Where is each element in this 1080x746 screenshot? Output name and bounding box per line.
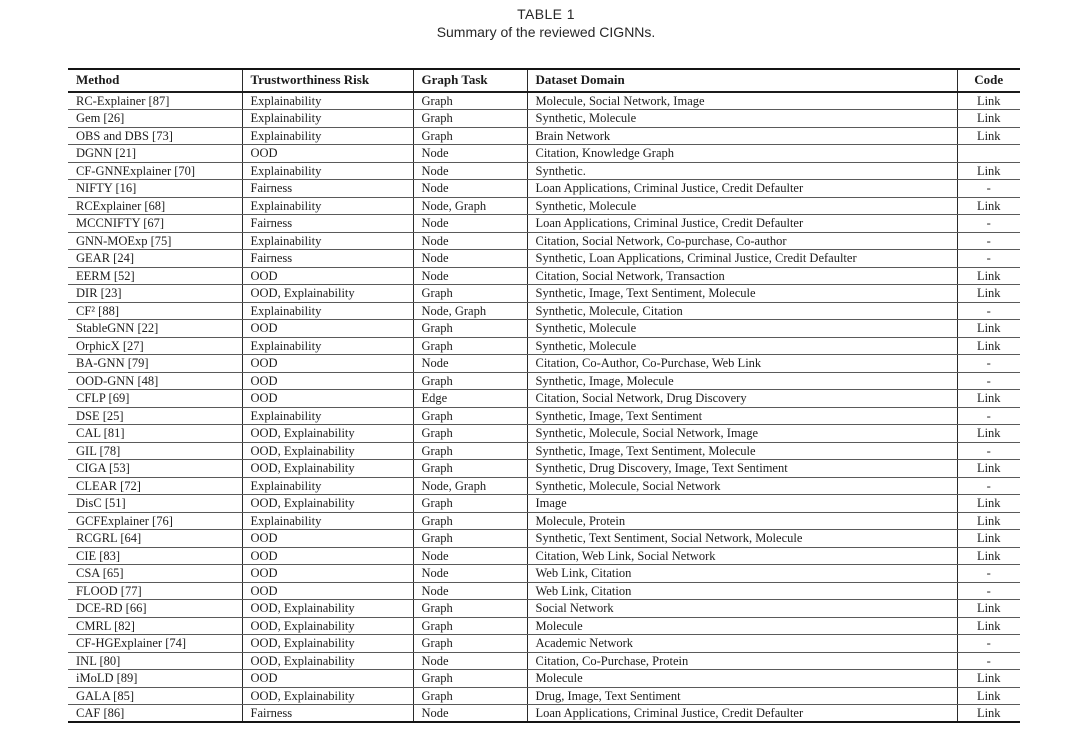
task-cell: Edge [413,390,527,408]
table-row [68,407,1020,425]
task-cell: Node [413,232,527,250]
code-cell: - [957,215,1020,233]
risk-cell: OOD [242,320,413,338]
code-link[interactable]: Link [976,531,1001,546]
code-cell [957,687,1020,705]
code-cell: - [957,302,1020,320]
table-row [68,495,1020,513]
code-link[interactable]: Link [976,513,1001,528]
table-row [68,670,1020,688]
risk-cell: OOD, Explainability [242,495,413,513]
task-cell: Node, Graph [413,302,527,320]
task-cell: Graph [413,687,527,705]
method-cell: GIL [78] [68,442,242,460]
risk-cell: OOD [242,565,413,583]
task-cell: Node [413,267,527,285]
domain-cell: Citation, Co-Author, Co-Purchase, Web Link [527,355,957,373]
table-row [68,687,1020,705]
code-cell [957,320,1020,338]
code-cell [957,495,1020,513]
risk-cell: OOD [242,390,413,408]
table-row [68,302,1020,320]
table-row [68,267,1020,285]
risk-cell: Explainability [242,477,413,495]
task-cell: Graph [413,110,527,128]
domain-cell: Synthetic, Molecule, Social Network, Image [527,425,957,443]
table-header [68,69,1020,92]
code-link[interactable]: Link [976,426,1001,441]
table-row [68,92,1020,110]
table-body [68,92,1020,722]
method-cell: OOD-GNN [48] [68,372,242,390]
risk-cell: Explainability [242,232,413,250]
code-cell [957,600,1020,618]
table-row [68,110,1020,128]
domain-cell: Loan Applications, Criminal Justice, Credit Defaulter [527,180,957,198]
code-cell [957,267,1020,285]
domain-cell: Synthetic, Molecule [527,320,957,338]
code-cell [957,92,1020,110]
table-row [68,600,1020,618]
table-row [68,337,1020,355]
risk-cell: Explainability [242,197,413,215]
risk-cell: OOD, Explainability [242,285,413,303]
method-cell: RCGRL [64] [68,530,242,548]
domain-cell: Drug, Image, Text Sentiment [527,687,957,705]
method-cell: MCCNIFTY [67] [68,215,242,233]
task-cell: Node [413,250,527,268]
risk-cell: Explainability [242,127,413,145]
method-cell: EERM [52] [68,267,242,285]
code-link[interactable]: Link [976,321,1001,336]
domain-cell: Loan Applications, Criminal Justice, Credit Defaulter [527,215,957,233]
table-row [68,705,1020,723]
method-cell: CMRL [82] [68,617,242,635]
method-cell: CIGA [53] [68,460,242,478]
domain-cell: Synthetic, Molecule [527,197,957,215]
code-cell [957,670,1020,688]
risk-cell: OOD [242,372,413,390]
code-link[interactable]: Link [976,198,1001,213]
table-row [68,162,1020,180]
domain-cell: Synthetic, Molecule, Social Network [527,477,957,495]
domain-cell: Synthetic, Image, Text Sentiment, Molecule [527,442,957,460]
table-row [68,250,1020,268]
code-cell: - [957,477,1020,495]
risk-cell: Fairness [242,705,413,723]
risk-cell: OOD [242,670,413,688]
risk-cell: Fairness [242,180,413,198]
table-row [68,652,1020,670]
method-cell: CLEAR [72] [68,477,242,495]
task-cell: Node, Graph [413,477,527,495]
task-cell: Graph [413,635,527,653]
code-link[interactable]: Link [976,94,1001,108]
table-row [68,460,1020,478]
table-row [68,180,1020,198]
code-cell: - [957,407,1020,425]
domain-cell: Citation, Web Link, Social Network [527,547,957,565]
risk-cell: Explainability [242,512,413,530]
code-cell [957,127,1020,145]
method-cell: DSE [25] [68,407,242,425]
task-cell: Graph [413,530,527,548]
code-cell: - [957,355,1020,373]
risk-cell: OOD, Explainability [242,635,413,653]
table-row [68,372,1020,390]
code-link[interactable]: Link [976,548,1001,563]
method-cell: RCExplainer [68] [68,197,242,215]
code-link[interactable]: Link [976,338,1001,353]
column-header-method: Method [68,69,242,92]
code-link[interactable]: Link [976,268,1001,283]
domain-cell: Citation, Social Network, Co-purchase, Co-author [527,232,957,250]
domain-cell: Social Network [527,600,957,618]
method-cell: iMoLD [89] [68,670,242,688]
task-cell: Graph [413,320,527,338]
method-cell: OBS and DBS [73] [68,127,242,145]
code-cell: - [957,565,1020,583]
domain-cell: Synthetic, Drug Discovery, Image, Text Sentiment [527,460,957,478]
code-link[interactable]: Link [976,286,1001,301]
method-cell: CFLP [69] [68,390,242,408]
task-cell: Node [413,145,527,163]
column-header-code: Code [957,69,1020,92]
code-link[interactable]: Link [976,111,1001,126]
table-row [68,582,1020,600]
task-cell: Graph [413,285,527,303]
risk-cell: Fairness [242,215,413,233]
risk-cell: OOD, Explainability [242,460,413,478]
table-row [68,635,1020,653]
method-cell: CIE [83] [68,547,242,565]
method-cell: NIFTY [16] [68,180,242,198]
domain-cell: Brain Network [527,127,957,145]
domain-cell: Synthetic. [527,162,957,180]
code-cell [957,110,1020,128]
table-row [68,617,1020,635]
method-cell: Gem [26] [68,110,242,128]
task-cell: Node [413,180,527,198]
method-cell: GNN-MOExp [75] [68,232,242,250]
code-cell: - [957,442,1020,460]
task-cell: Graph [413,407,527,425]
method-cell: DGNN [21] [68,145,242,163]
code-link[interactable]: Link [976,391,1001,406]
table-row [68,547,1020,565]
code-link[interactable]: Link [976,461,1001,476]
domain-cell: Web Link, Citation [527,582,957,600]
method-cell: StableGNN [22] [68,320,242,338]
code-cell: - [957,635,1020,653]
domain-cell: Citation, Co-Purchase, Protein [527,652,957,670]
risk-cell: Explainability [242,162,413,180]
domain-cell: Image [527,495,957,513]
code-cell [957,460,1020,478]
table-row [68,232,1020,250]
method-cell: GEAR [24] [68,250,242,268]
table-row [68,145,1020,163]
table-row [68,512,1020,530]
column-header-task: Graph Task [413,69,527,92]
risk-cell: OOD [242,355,413,373]
task-cell: Graph [413,442,527,460]
code-cell: - [957,652,1020,670]
risk-cell: Fairness [242,250,413,268]
domain-cell: Web Link, Citation [527,565,957,583]
code-link[interactable]: Link [976,601,1001,616]
method-cell: GALA [85] [68,687,242,705]
risk-cell: OOD [242,582,413,600]
code-cell: - [957,232,1020,250]
domain-cell: Synthetic, Molecule [527,337,957,355]
method-cell: BA-GNN [79] [68,355,242,373]
risk-cell: OOD, Explainability [242,687,413,705]
table-row [68,425,1020,443]
method-cell: DIR [23] [68,285,242,303]
table-row [68,565,1020,583]
task-cell: Graph [413,670,527,688]
code-cell: - [957,250,1020,268]
table-row [68,285,1020,303]
method-cell: RC-Explainer [87] [68,92,242,110]
domain-cell: Synthetic, Loan Applications, Criminal Justice, Credit Defaulter [527,250,957,268]
task-cell: Graph [413,617,527,635]
code-cell [957,145,1020,163]
code-cell [957,617,1020,635]
method-cell: CF-GNNExplainer [70] [68,162,242,180]
code-cell [957,390,1020,408]
cignn-summary-table [68,68,1020,723]
method-cell: CSA [65] [68,565,242,583]
domain-cell: Synthetic, Image, Molecule [527,372,957,390]
code-cell [957,285,1020,303]
method-cell: CF-HGExplainer [74] [68,635,242,653]
method-cell: INL [80] [68,652,242,670]
risk-cell: OOD, Explainability [242,442,413,460]
code-cell [957,530,1020,548]
code-cell [957,162,1020,180]
risk-cell: OOD [242,145,413,163]
code-cell: - [957,582,1020,600]
task-cell: Node [413,215,527,233]
column-header-risk: Trustworthiness Risk [242,69,413,92]
domain-cell: Citation, Social Network, Transaction [527,267,957,285]
task-cell: Graph [413,337,527,355]
table-title: Summary of the reviewed CIGNNs. [436,24,656,40]
code-cell: - [957,180,1020,198]
domain-cell: Synthetic, Image, Text Sentiment, Molecule [527,285,957,303]
code-cell [957,547,1020,565]
domain-cell: Synthetic, Image, Text Sentiment [527,407,957,425]
table-row [68,215,1020,233]
risk-cell: OOD, Explainability [242,652,413,670]
method-cell: DCE-RD [66] [68,600,242,618]
task-cell: Graph [413,127,527,145]
task-cell: Node [413,162,527,180]
risk-cell: OOD [242,547,413,565]
risk-cell: OOD [242,530,413,548]
table-row [68,197,1020,215]
task-cell: Node [413,547,527,565]
method-cell: DisC [51] [68,495,242,513]
method-cell: CAL [81] [68,425,242,443]
column-header-domain: Dataset Domain [527,69,957,92]
domain-cell: Molecule, Protein [527,512,957,530]
task-cell: Graph [413,425,527,443]
task-cell: Graph [413,495,527,513]
task-cell: Graph [413,512,527,530]
method-cell: FLOOD [77] [68,582,242,600]
domain-cell: Synthetic, Molecule [527,110,957,128]
domain-cell: Molecule [527,617,957,635]
risk-cell: OOD, Explainability [242,617,413,635]
method-cell: CF² [88] [68,302,242,320]
risk-cell: Explainability [242,92,413,110]
code-link[interactable]: Link [976,128,1001,143]
method-cell: OrphicX [27] [68,337,242,355]
risk-cell: Explainability [242,407,413,425]
code-cell [957,705,1020,723]
table-number: TABLE 1 [517,6,575,22]
table-row [68,442,1020,460]
table-row [68,320,1020,338]
task-cell: Node [413,355,527,373]
task-cell: Node, Graph [413,197,527,215]
task-cell: Node [413,705,527,723]
table-row [68,530,1020,548]
table-row [68,355,1020,373]
risk-cell: Explainability [242,337,413,355]
code-link[interactable]: Link [976,706,1001,720]
task-cell: Node [413,652,527,670]
table-caption [68,5,1024,42]
code-cell [957,425,1020,443]
domain-cell: Synthetic, Molecule, Citation [527,302,957,320]
domain-cell: Citation, Knowledge Graph [527,145,957,163]
task-cell: Node [413,565,527,583]
domain-cell: Loan Applications, Criminal Justice, Credit Defaulter [527,705,957,723]
code-cell [957,197,1020,215]
task-cell: Node [413,582,527,600]
domain-cell: Citation, Social Network, Drug Discovery [527,390,957,408]
risk-cell: OOD, Explainability [242,425,413,443]
code-link[interactable]: Link [976,163,1001,178]
code-cell [957,337,1020,355]
table-row [68,477,1020,495]
domain-cell: Molecule [527,670,957,688]
code-cell: - [957,372,1020,390]
method-cell: GCFExplainer [76] [68,512,242,530]
code-link[interactable]: Link [976,671,1001,686]
task-cell: Graph [413,372,527,390]
code-cell [957,512,1020,530]
code-link[interactable]: Link [976,618,1001,633]
header-row [68,69,1020,92]
task-cell: Graph [413,460,527,478]
code-link[interactable]: Link [976,496,1001,511]
code-link[interactable]: Link [976,688,1001,703]
risk-cell: Explainability [242,302,413,320]
risk-cell: OOD [242,267,413,285]
task-cell: Graph [413,92,527,110]
domain-cell: Academic Network [527,635,957,653]
method-cell: CAF [86] [76,706,125,720]
task-cell: Graph [413,600,527,618]
domain-cell: Synthetic, Text Sentiment, Social Network, Molecule [527,530,957,548]
risk-cell: OOD, Explainability [242,600,413,618]
table-row [68,127,1020,145]
table-row [68,390,1020,408]
domain-cell: Molecule, Social Network, Image [527,92,957,110]
risk-cell: Explainability [242,110,413,128]
